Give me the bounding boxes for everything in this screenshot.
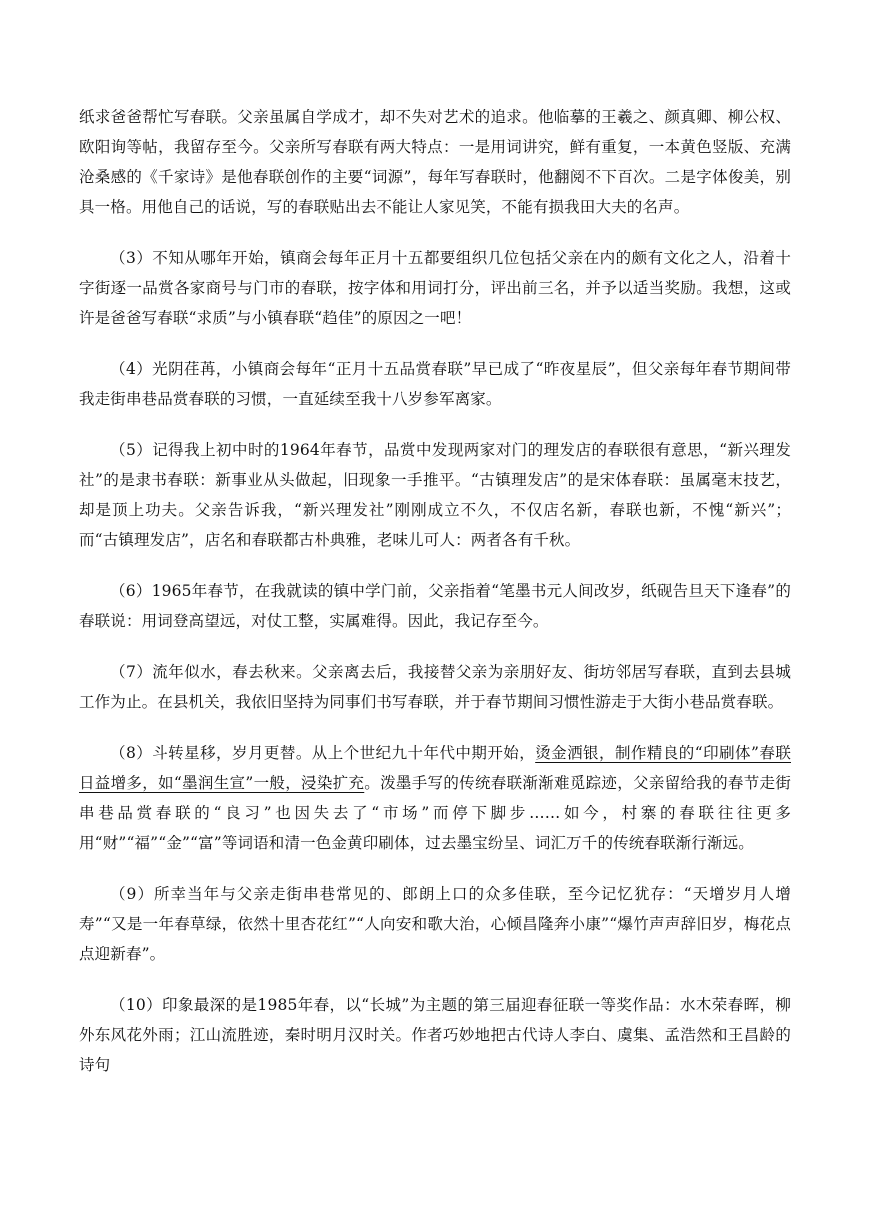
paragraph-6 bbox=[79, 576, 791, 636]
paragraph-text: （5）记得我上初中时的1964年春节，品赏中发现两家对门的理发店的春联很有意思，“新兴理发社”的是隶书春联：新事业从头做起，旧现象一手推平。“古镇理发店”的是宋体春联：虽属毫末技艺，却是顶上功夫。父亲告诉我，“新兴理发社”刚刚成立不久，不仅店名新，春联也新，不愧“新兴”；而“古镇理发店”，店名和春联都古朴典雅，老味儿可人：两者各有千秋。 bbox=[79, 441, 791, 549]
paragraph-text: （10）印象最深的是1985年春，以“长城”为主题的第三届迎春征联一等奖作品：水木荣春晖，柳外东风花外雨；江山流胜迹，秦时明月汉时关。作者巧妙地把古代诗人李白、虞集、孟浩然和王昌龄的诗句 bbox=[79, 996, 791, 1074]
paragraph-text: （9）所幸当年与父亲走街串巷常见的、郎朗上口的众多佳联，至今记忆犹存：“天增岁月人增寿”“又是一年春草绿，依然十里杏花红”“人向安和歌大治，心倾昌隆奔小康”“爆竹声声辞旧岁，梅花点点迎新春”。 bbox=[79, 885, 791, 963]
paragraph-text: （6）1965年春节，在我就读的镇中学门前，父亲指着“笔墨书元人间改岁，纸砚告旦天下逢春”的春联说：用词登高望远，对仗工整，实属难得。因此，我记存至今。 bbox=[79, 582, 791, 630]
underlined-phrase: 烫金洒银，制作精良的“印刷体”春联日益增多，如“墨润生宣”一般，浸染扩充 bbox=[79, 744, 791, 792]
paragraph-continued bbox=[79, 102, 791, 222]
paragraph-text: （7）流年似水，春去秋来。父亲离去后，我接替父亲为亲朋好友、街坊邻居写春联，直到去县城工作为止。在县机关，我依旧坚持为同事们书写春联，并于春节期间习惯性游走于大街小巷品赏春联。 bbox=[79, 663, 791, 711]
paragraph-10 bbox=[79, 990, 791, 1080]
paragraph-text-suffix: 。泼墨手写的传统春联渐渐难觅踪迹，父亲留给我的春节走街串巷品赏春联的“良习”也因失去了“市场”而停下脚步……如今，村寨的春联往往更多用“财”“福”“金”“富”等词语和清一色金黄印刷体，过去墨宝纷呈、词汇万千的传统春联渐行渐远。 bbox=[79, 774, 791, 852]
paragraph-text: 纸求爸爸帮忙写春联。父亲虽属自学成才，却不失对艺术的追求。他临摹的王羲之、颜真卿、柳公权、欧阳询等帖，我留存至今。父亲所写春联有两大特点：一是用词讲究，鲜有重复，一本黄色竖版、充满沧桑感的《千家诗》是他春联创作的主要“词源”，每年写春联时，他翻阅不下百次。二是字体俊美，别具一格。用他自己的话说，写的春联贴出去不能让人家见笑，不能有损我田大夫的名声。 bbox=[79, 108, 791, 216]
paragraph-8 bbox=[79, 738, 791, 858]
paragraph-3 bbox=[79, 243, 791, 333]
paragraph-text-prefix: （8）斗转星移，岁月更替。从上个世纪九十年代中期开始， bbox=[110, 744, 536, 762]
article-body bbox=[79, 102, 791, 1080]
paragraph-9 bbox=[79, 879, 791, 969]
paragraph-4 bbox=[79, 354, 791, 414]
paragraph-text: （4）光阴荏苒，小镇商会每年“正月十五品赏春联”早已成了“昨夜星辰”，但父亲每年春节期间带我走街串巷品赏春联的习惯，一直延续至我十八岁参军离家。 bbox=[79, 360, 791, 408]
paragraph-text: （3）不知从哪年开始，镇商会每年正月十五都要组织几位包括父亲在内的颇有文化之人，沿着十字街逐一品赏各家商号与门市的春联，按字体和用词打分，评出前三名，并予以适当奖励。我想，这或许是爸爸写春联“求质”与小镇春联“趋佳”的原因之一吧！ bbox=[79, 249, 791, 327]
paragraph-7 bbox=[79, 657, 791, 717]
paragraph-5 bbox=[79, 435, 791, 555]
